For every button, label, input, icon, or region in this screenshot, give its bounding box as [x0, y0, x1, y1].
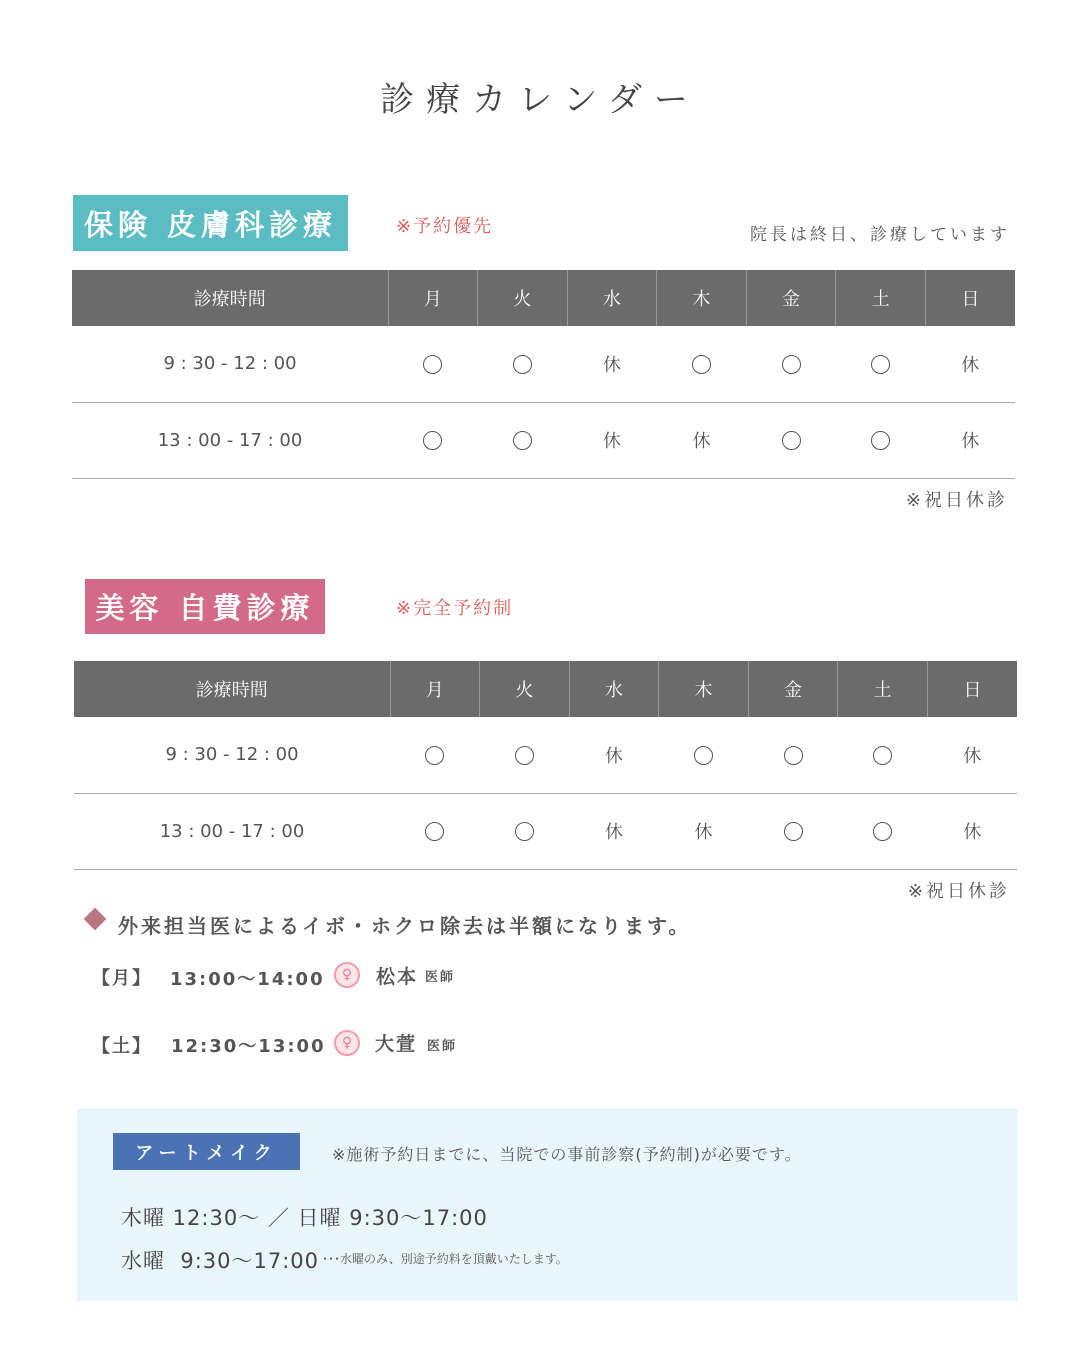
time-cell: 13 : 00 - 17 : 00: [74, 793, 390, 869]
day-header: 土: [836, 270, 926, 326]
table-header-row: [74, 661, 1017, 717]
table-row: [74, 717, 1017, 793]
circle-icon: [515, 746, 534, 765]
table-header-row: [72, 270, 1015, 326]
doctor-title: 医師: [425, 970, 456, 985]
artmake-note: ※施術予約日までに、当院での事前診察(予約制)が必要です。: [332, 1145, 802, 1164]
circle-icon: [513, 355, 532, 374]
doctor-avatar-icon: ♀: [334, 962, 360, 988]
mole-time: 13:00〜14:00: [170, 969, 325, 990]
open-circle-icon: [748, 793, 838, 869]
day-header: 火: [478, 270, 568, 326]
time-cell: 9 : 30 - 12 : 00: [72, 326, 388, 402]
circle-icon: [423, 355, 442, 374]
open-circle-icon: [390, 793, 480, 869]
table-row: [72, 326, 1015, 402]
open-circle-icon: [480, 717, 570, 793]
circle-icon: [513, 431, 532, 450]
closed-cell: 休: [925, 402, 1015, 478]
day-header: 日: [927, 661, 1017, 717]
closed-cell: 休: [567, 402, 657, 478]
circle-icon: [782, 431, 801, 450]
table-row: [72, 402, 1015, 478]
day-header: 月: [390, 661, 480, 717]
day-header: 火: [480, 661, 570, 717]
circle-icon: [871, 355, 890, 374]
day-header: 木: [659, 661, 749, 717]
closed-cell: 休: [567, 326, 657, 402]
open-circle-icon: [746, 402, 836, 478]
circle-icon: [425, 822, 444, 841]
day-header: 木: [657, 270, 747, 326]
open-circle-icon: [836, 402, 926, 478]
circle-icon: [784, 822, 803, 841]
mole-day: 【土】: [92, 1036, 152, 1057]
circle-icon: [873, 822, 892, 841]
day-header: 月: [388, 270, 478, 326]
beauty-note: ※完全予約制: [396, 598, 514, 619]
closed-cell: 休: [925, 326, 1015, 402]
open-circle-icon: [657, 326, 747, 402]
closed-cell: 休: [927, 793, 1017, 869]
open-circle-icon: [390, 717, 480, 793]
mole-day: 【月】: [92, 968, 152, 989]
mole-time: 12:30〜13:00: [171, 1036, 326, 1057]
open-circle-icon: [478, 326, 568, 402]
open-circle-icon: [480, 793, 570, 869]
open-circle-icon: [388, 326, 478, 402]
insurance-label: 保険 皮膚科診療: [73, 195, 348, 251]
doctor-avatar-icon: ♀: [334, 1030, 360, 1056]
closed-cell: 休: [569, 793, 659, 869]
artmake-hours-2: 水曜 9:30〜17:00: [121, 1249, 320, 1273]
mole-heading: 外来担当医によるイボ・ホクロ除去は半額になります。: [118, 914, 692, 938]
doctor-name: 松本: [376, 966, 419, 988]
closed-cell: 休: [569, 717, 659, 793]
beauty-schedule-table: [74, 661, 1017, 870]
day-header: 水: [567, 270, 657, 326]
doctor-name: 大萱: [375, 1033, 418, 1055]
director-note: 院長は終日、診療しています: [750, 225, 1010, 245]
circle-icon: [423, 431, 442, 450]
circle-icon: [782, 355, 801, 374]
open-circle-icon: [659, 717, 749, 793]
day-header: 水: [569, 661, 659, 717]
doctor-title: 医師: [427, 1039, 458, 1054]
closed-cell: 休: [659, 793, 749, 869]
insurance-holiday-note: ※祝日休診: [905, 490, 1008, 511]
artmake-label: アートメイク: [113, 1133, 300, 1170]
open-circle-icon: [478, 402, 568, 478]
circle-icon: [425, 746, 444, 765]
page-title: 診療カレンダー: [380, 80, 700, 120]
artmake-hours-2-note: ･･･水曜のみ、別途予約料を頂戴いたします。: [322, 1252, 568, 1266]
day-header: 金: [748, 661, 838, 717]
day-header: 日: [925, 270, 1015, 326]
circle-icon: [873, 746, 892, 765]
time-header: 診療時間: [74, 661, 390, 717]
day-header: 金: [746, 270, 836, 326]
closed-cell: 休: [927, 717, 1017, 793]
open-circle-icon: [746, 326, 836, 402]
open-circle-icon: [838, 717, 928, 793]
open-circle-icon: [388, 402, 478, 478]
circle-icon: [515, 822, 534, 841]
diamond-icon: [84, 908, 107, 931]
day-header: 土: [838, 661, 928, 717]
beauty-label: 美容 自費診療: [85, 579, 325, 634]
time-cell: 9 : 30 - 12 : 00: [74, 717, 390, 793]
circle-icon: [692, 355, 711, 374]
time-cell: 13 : 00 - 17 : 00: [72, 402, 388, 478]
open-circle-icon: [836, 326, 926, 402]
table-row: [74, 793, 1017, 869]
open-circle-icon: [838, 793, 928, 869]
beauty-holiday-note: ※祝日休診: [907, 881, 1010, 902]
open-circle-icon: [748, 717, 838, 793]
circle-icon: [694, 746, 713, 765]
insurance-schedule-table: [72, 270, 1015, 479]
circle-icon: [784, 746, 803, 765]
circle-icon: [871, 431, 890, 450]
artmake-hours-1: 木曜 12:30〜 ／ 日曜 9:30〜17:00: [121, 1206, 488, 1230]
time-header: 診療時間: [72, 270, 388, 326]
insurance-note: ※予約優先: [396, 216, 494, 237]
closed-cell: 休: [657, 402, 747, 478]
